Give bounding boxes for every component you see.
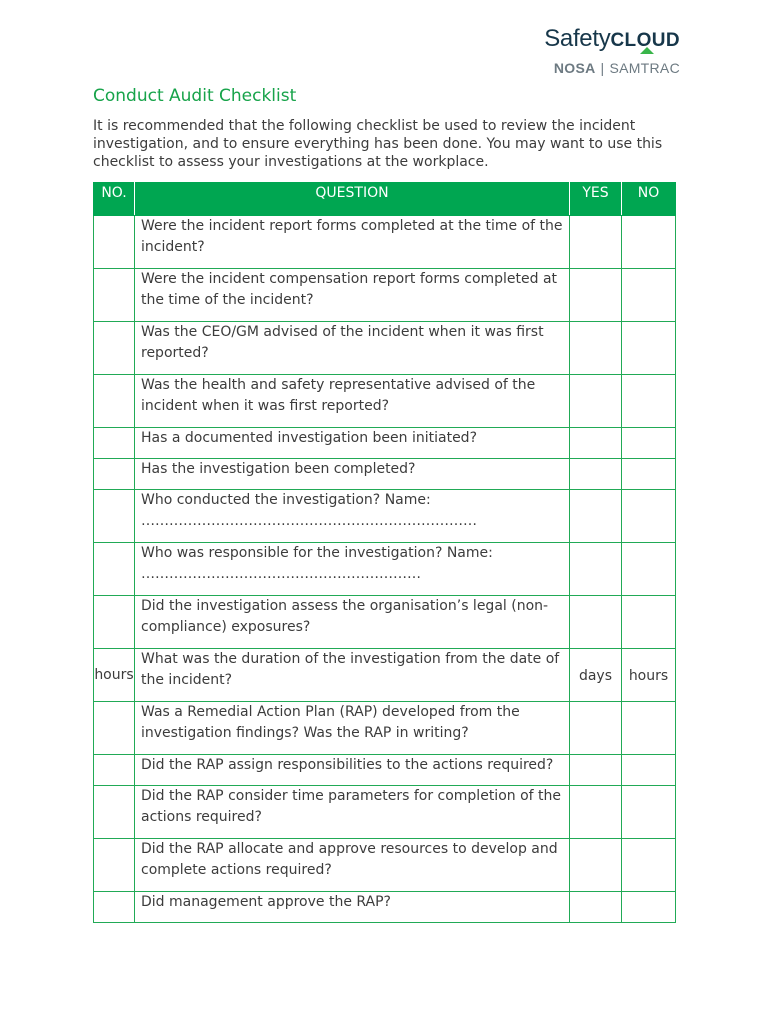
safetycloud-logo: [530, 26, 680, 76]
logo-brand-word-1: Safety: [544, 25, 611, 52]
yes-cell[interactable]: [570, 839, 622, 892]
logo-brand-word-2: CLOUD: [610, 30, 680, 51]
no-cell[interactable]: [622, 892, 676, 923]
yes-cell[interactable]: [570, 269, 622, 322]
yes-cell[interactable]: [570, 375, 622, 428]
row-question: Did the RAP allocate and approve resources to develop and complete actions required?: [135, 839, 570, 892]
row-question: Did the RAP consider time parameters for completion of the actions required?: [135, 786, 570, 839]
no-cell[interactable]: [622, 428, 676, 459]
row-question: Who was responsible for the investigation? Name: ……………………………………………………: [135, 543, 570, 596]
header-no-answer: NO: [622, 183, 676, 216]
row-number: [94, 459, 135, 490]
row-question: Did the RAP assign responsibilities to the actions required?: [135, 755, 570, 786]
row-number: [94, 755, 135, 786]
row-question: Were the incident report forms completed at the time of the incident?: [135, 216, 570, 269]
no-cell[interactable]: [622, 375, 676, 428]
row-number: hours: [94, 649, 135, 702]
row-number: [94, 786, 135, 839]
table-row: [94, 543, 676, 596]
no-cell[interactable]: [622, 755, 676, 786]
no-cell[interactable]: [622, 269, 676, 322]
logo-separator: |: [600, 60, 605, 76]
row-question: Did management approve the RAP?: [135, 892, 570, 923]
no-cell[interactable]: [622, 459, 676, 490]
hours-cell[interactable]: hours: [622, 649, 676, 702]
audit-checklist-table: [93, 182, 676, 923]
yes-cell[interactable]: [570, 786, 622, 839]
row-number: [94, 269, 135, 322]
table-row: [94, 786, 676, 839]
row-number: [94, 428, 135, 459]
yes-cell[interactable]: [570, 322, 622, 375]
row-question: What was the duration of the investigation from the date of the incident?: [135, 649, 570, 702]
page-title: Conduct Audit Checklist: [93, 86, 297, 106]
table-row: [94, 755, 676, 786]
header-yes: YES: [570, 183, 622, 216]
logo-nosa: NOSA: [553, 60, 596, 76]
table-header-row: [94, 183, 676, 216]
logo-subtitle: [554, 60, 680, 76]
no-cell[interactable]: [622, 702, 676, 755]
table-row: [94, 428, 676, 459]
row-number: [94, 596, 135, 649]
logo-roof-icon: [640, 47, 654, 54]
yes-cell[interactable]: [570, 490, 622, 543]
intro-paragraph: It is recommended that the following checklist be used to review the incident investigation, and to ensure everything has been done. You may want to use this checklist to assess your investigations at the workplace.: [93, 118, 663, 170]
header-question: QUESTION: [135, 183, 570, 216]
row-number: [94, 375, 135, 428]
row-question: Who conducted the investigation? Name: ………………………………………………………………: [135, 490, 570, 543]
table-row: [94, 596, 676, 649]
yes-cell[interactable]: [570, 702, 622, 755]
yes-cell[interactable]: [570, 543, 622, 596]
yes-cell[interactable]: [570, 596, 622, 649]
table-row: [94, 892, 676, 923]
yes-cell[interactable]: [570, 755, 622, 786]
row-number: [94, 839, 135, 892]
row-question: Was the health and safety representative advised of the incident when it was first reported?: [135, 375, 570, 428]
days-cell[interactable]: days: [570, 649, 622, 702]
yes-cell[interactable]: [570, 892, 622, 923]
table-row: [94, 216, 676, 269]
row-question: Did the investigation assess the organisation’s legal (non-compliance) exposures?: [135, 596, 570, 649]
table-row: [94, 702, 676, 755]
no-cell[interactable]: [622, 490, 676, 543]
row-number: [94, 892, 135, 923]
row-number: [94, 543, 135, 596]
no-cell[interactable]: [622, 543, 676, 596]
no-cell[interactable]: [622, 839, 676, 892]
no-cell[interactable]: [622, 786, 676, 839]
row-question: Was a Remedial Action Plan (RAP) developed from the investigation findings? Was the RAP in writing?: [135, 702, 570, 755]
row-question: Has the investigation been completed?: [135, 459, 570, 490]
no-cell[interactable]: [622, 596, 676, 649]
logo-samtrac: SAMTRAC: [609, 60, 680, 76]
table-row: [94, 269, 676, 322]
yes-cell[interactable]: [570, 428, 622, 459]
row-number: [94, 322, 135, 375]
no-cell[interactable]: [622, 216, 676, 269]
row-number: [94, 216, 135, 269]
row-number: [94, 490, 135, 543]
no-cell[interactable]: [622, 322, 676, 375]
yes-cell[interactable]: [570, 459, 622, 490]
table-row: [94, 322, 676, 375]
header-no: NO.: [94, 183, 135, 216]
table-row: [94, 649, 676, 702]
logo-brand: [544, 26, 680, 55]
row-number: [94, 702, 135, 755]
row-question: Were the incident compensation report forms completed at the time of the incident?: [135, 269, 570, 322]
yes-cell[interactable]: [570, 216, 622, 269]
row-question: Was the CEO/GM advised of the incident when it was first reported?: [135, 322, 570, 375]
table-row: [94, 490, 676, 543]
table-row: [94, 839, 676, 892]
table-row: [94, 375, 676, 428]
table-row: [94, 459, 676, 490]
row-question: Has a documented investigation been initiated?: [135, 428, 570, 459]
